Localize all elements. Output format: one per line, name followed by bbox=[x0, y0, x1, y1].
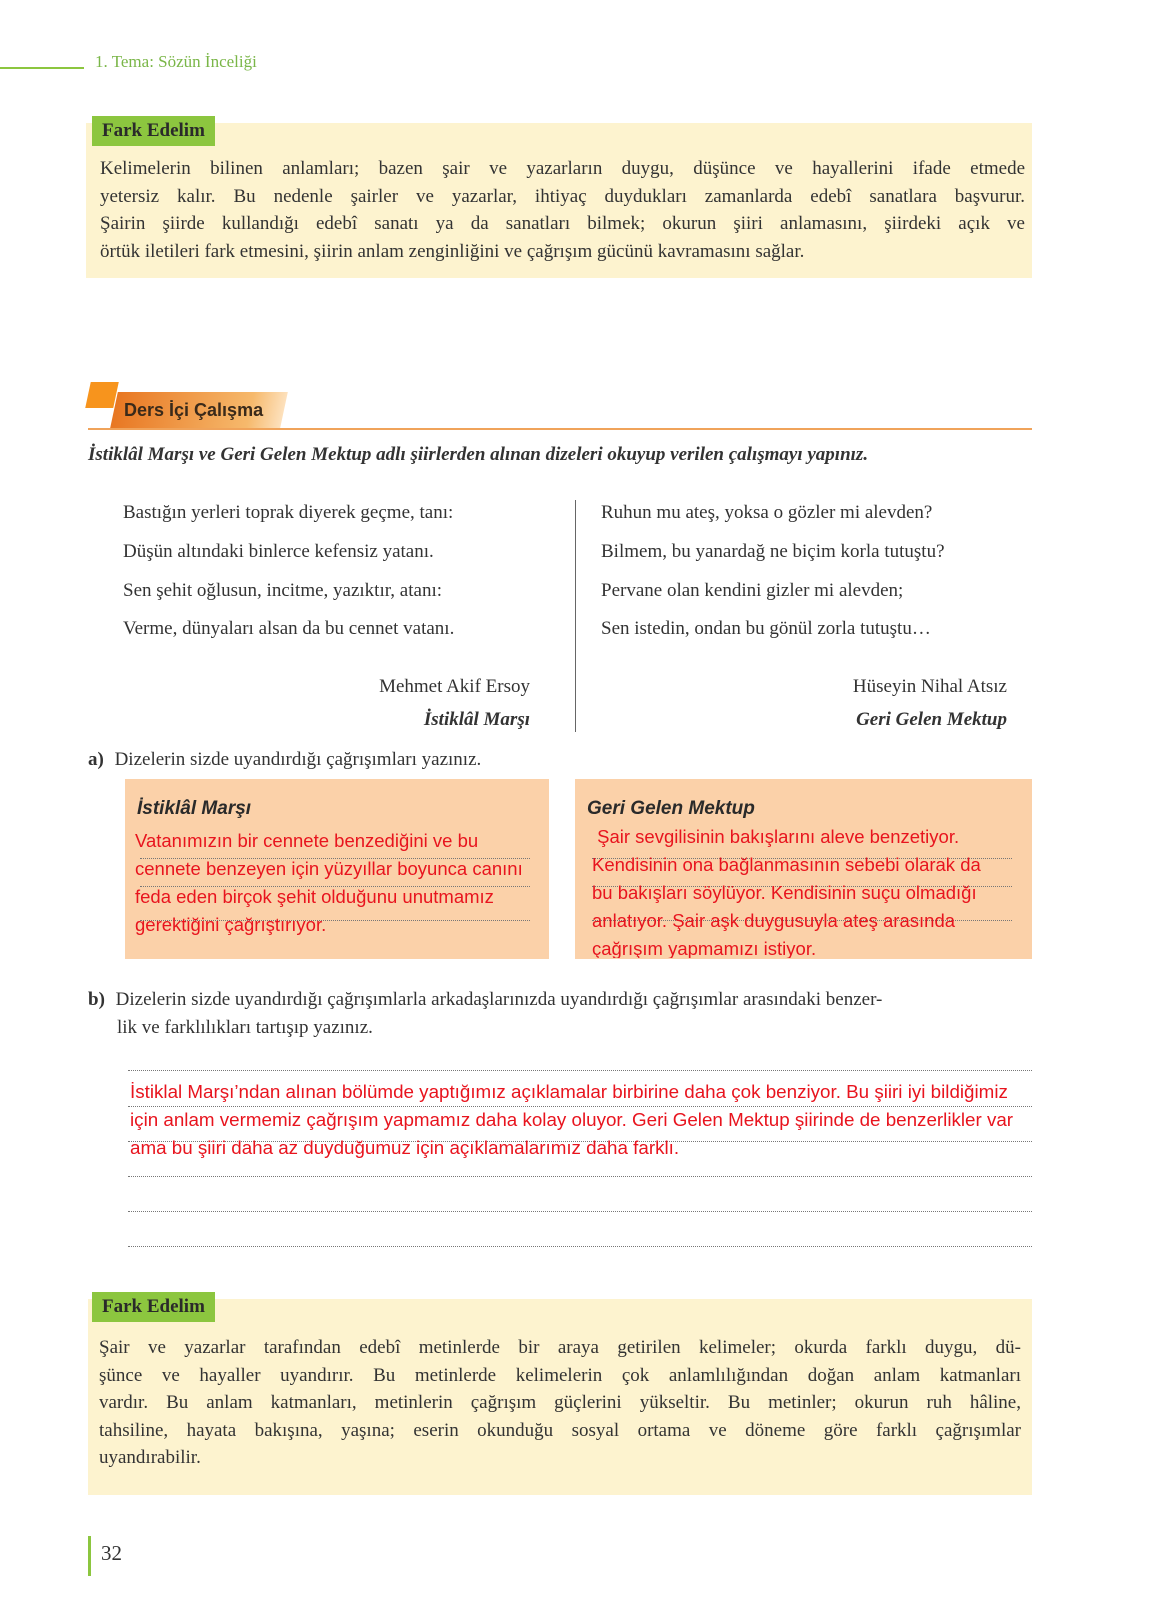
text-line: Kelimelerin bilinen anlamları; bazen şair ve yazarların duygu, düşünce ve hayallerini ifade etmede bbox=[100, 158, 1025, 179]
answer-right-line: Şair sevgilisinin bakışlarını aleve benzetiyor. bbox=[592, 826, 960, 847]
poem-left-title: İstiklâl Marşı bbox=[423, 709, 530, 730]
fark-edelim-text-2 bbox=[99, 1334, 1021, 1472]
answer-left-line: cennete benzeyen için yüzyıllar boyunca canını bbox=[135, 858, 523, 879]
poem-right-title: Geri Gelen Mektup bbox=[856, 709, 1007, 730]
answer-b-guide-line bbox=[128, 1176, 1032, 1177]
page-number: 32 bbox=[101, 1541, 122, 1565]
text-line: örtük iletileri fark etmesini, şiirin anlam zenginliğini ve çağrışım gücünü kavramasını sağlar. bbox=[100, 240, 805, 262]
poem-right-line: Bilmem, bu yanardağ ne biçim korla tutuştu? bbox=[601, 541, 945, 562]
theme-title: 1. Tema: Sözün İnceliği bbox=[95, 52, 257, 71]
answer-right-line: anlatıyor. Şair aşk duygusuyla ateş arasında bbox=[592, 910, 956, 931]
answer-b-line: için anlam vermemiz çağrışım yapmamız daha kolay oluyor. Geri Gelen Mektup şiirinde de benzerlikler var bbox=[130, 1109, 1014, 1130]
header-rule bbox=[0, 67, 84, 69]
ders-rule bbox=[88, 428, 1032, 430]
text-line: Şairin şiirde kullandığı edebî sanatı ya da sanatları bilmek; okurun şiiri anlamasını, şiirdeki açık ve bbox=[100, 213, 1025, 234]
poem-right-line: Ruhun mu ateş, yoksa o gözler mi alevden? bbox=[601, 502, 933, 523]
question-b-label: b) bbox=[88, 989, 105, 1010]
question-b-text-line1: Dizelerin sizde uyandırdığı çağrışımlarla arkadaşlarınızda uyandırdığı çağrışımlar arasındaki benzer- bbox=[115, 989, 883, 1010]
poem-left-line: Verme, dünyaları alsan da bu cennet vatanı. bbox=[123, 618, 455, 639]
poem-right-author: Hüseyin Nihal Atsız bbox=[852, 676, 1007, 697]
answer-b-line: İstiklal Marşı’ndan alınan bölümde yaptığımız açıklamalar birbirine daha çok benziyor. Bu şiiri iyi bildiğimiz bbox=[130, 1081, 1008, 1102]
answer-b-guide-line bbox=[128, 1106, 1032, 1107]
answer-left-title: İstiklâl Marşı bbox=[137, 798, 252, 819]
answer-right-line: bu bakışları söylüyor. Kendisinin suçu olmadığı bbox=[592, 882, 977, 903]
poem-left-line: Düşün altındaki binlerce kefensiz yatanı. bbox=[123, 541, 434, 562]
ders-tab-accent bbox=[85, 382, 119, 408]
answer-b-line: ama bu şiiri daha az duyduğumuz için açıklamalarımız daha farklı. bbox=[130, 1137, 680, 1158]
fark-edelim-text-1 bbox=[100, 155, 1025, 265]
answer-b-guide-line bbox=[128, 1211, 1032, 1212]
answer-right-line: Kendisinin ona bağlanmasının sebebi olarak da bbox=[592, 854, 981, 875]
poem-right-line: Pervane olan kendini gizler mi alevden; bbox=[601, 580, 904, 601]
ders-ici-calisma-label: Ders İçi Çalışma bbox=[124, 400, 264, 420]
text-line: yetersiz kalır. Bu nedenle şairler ve yazarlar, ihtiyaç duydukları zamanlarda edebî sanatlara başvurur. bbox=[100, 185, 1025, 207]
poem-left-line: Bastığın yerleri toprak diyerek geçme, tanı: bbox=[123, 502, 454, 523]
question-a-text: Dizelerin sizde uyandırdığı çağrışımları yazınız. bbox=[114, 749, 482, 770]
answer-left-line: Vatanımızın bir cennete benzediğini ve bu bbox=[135, 830, 479, 851]
question-b-text-line2: lik ve farklılıkları tartışıp yazınız. bbox=[117, 1017, 373, 1038]
poem-right-line: Sen istedin, ondan bu gönül zorla tutuştu… bbox=[601, 618, 931, 639]
poem-divider bbox=[575, 500, 576, 732]
poem-left-author: Mehmet Akif Ersoy bbox=[379, 676, 530, 697]
answer-left-line: gerektiğini çağrıştırıyor. bbox=[135, 914, 327, 935]
text-line: Şair ve yazarlar tarafından edebî metinlerde bir araya getirilen kelimeler; okurda farklı duygu, dü- bbox=[99, 1337, 1021, 1358]
fark-edelim-tag-1: Fark Edelim bbox=[92, 116, 215, 146]
question-a bbox=[88, 749, 481, 771]
instruction-text: İstiklâl Marşı ve Geri Gelen Mektup adlı şiirlerden alınan dizeleri okuyup verilen çalışmayı yapınız. bbox=[88, 444, 869, 465]
fark-edelim-tag-2: Fark Edelim bbox=[92, 1292, 215, 1322]
text-line: vardır. Bu anlam katmanları, metinlerin çağrışım güçlerini yükseltir. Bu metinler; okurun ruh hâline, bbox=[99, 1392, 1021, 1413]
text-line: şünce ve hayaller uyandırır. Bu metinlerde kelimelerin çok anlamlılığından doğan anlam katmanları bbox=[99, 1364, 1021, 1386]
question-b bbox=[88, 989, 1038, 1039]
answer-b-guide-line bbox=[128, 1246, 1032, 1247]
answer-left-line: feda eden birçok şehit olduğunu unutmamız bbox=[135, 886, 494, 907]
answer-right-title: Geri Gelen Mektup bbox=[587, 798, 755, 819]
answer-right-line: çağrışım yapmamızı istiyor. bbox=[592, 938, 817, 958]
page-number-bar bbox=[88, 1536, 91, 1576]
question-a-label: a) bbox=[88, 749, 104, 770]
text-line: uyandırabilir. bbox=[99, 1447, 201, 1468]
text-line: tahsiline, hayata bakışına, yaşına; eserin okunduğu sosyal ortama ve döneme göre farklı çağrışımlar bbox=[99, 1419, 1021, 1441]
poem-left-line: Sen şehit oğlusun, incitme, yazıktır, atanı: bbox=[123, 580, 443, 601]
answer-b-guide-line bbox=[128, 1070, 1032, 1071]
